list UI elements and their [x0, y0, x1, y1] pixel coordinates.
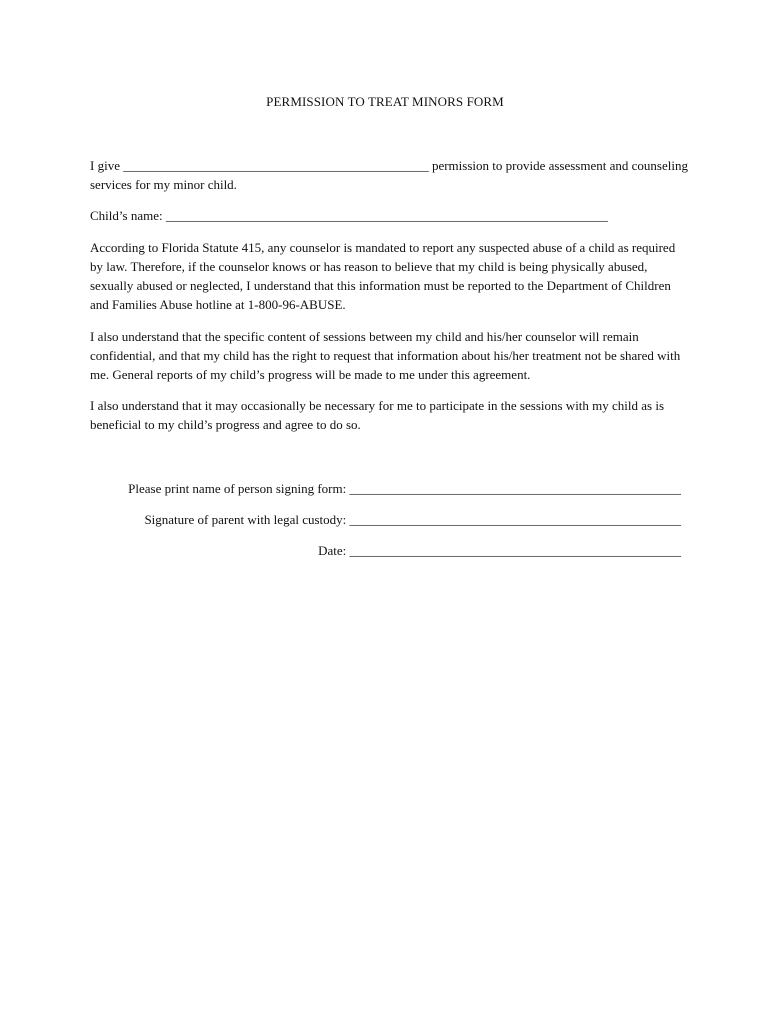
participation-paragraph	[90, 396, 690, 434]
form-title: PERMISSION TO TREAT MINORS FORM	[266, 94, 504, 109]
participation-text: I also understand that it may occasionally be necessary for me to participate in the sessions with my child as is beneficial to my child’s progress and agree to do so.	[90, 398, 665, 432]
permission-give-paragraph	[90, 156, 690, 194]
childs-name-line	[90, 206, 690, 225]
childs-name-text: Child’s name: ____________________________________________________________________	[90, 208, 608, 223]
confidentiality-text: I also understand that the specific content of sessions between my child and his/her counselor will remain confidential, and that my child has the right to request that information about his/her treatment not be shared with me. General reports of my child’s progress will be made to me under this agreement.	[90, 329, 681, 382]
statute-paragraph	[90, 238, 690, 314]
confidentiality-paragraph	[90, 327, 690, 384]
statute-text: According to Florida Statute 415, any counselor is mandated to report any suspected abuse of a child as required by law. Therefore, if the counselor knows or has reason to believe that my child is being physically abused, sexually abused or neglected, I understand that this information must be reported to the Department of Children and Families Abuse hotline at 1-800-96-ABUSE.	[90, 240, 676, 312]
print-name-line: Please print name of person signing form: ___________________________________________________	[128, 481, 681, 496]
date-line: Date: ___________________________________________________	[318, 543, 681, 558]
signature-line: Signature of parent with legal custody: ___________________________________________________	[144, 512, 681, 527]
permission-give-text: I give _______________________________________________ permission to provide assessment and counseling services for my minor child.	[90, 158, 688, 192]
signature-block	[0, 479, 681, 572]
